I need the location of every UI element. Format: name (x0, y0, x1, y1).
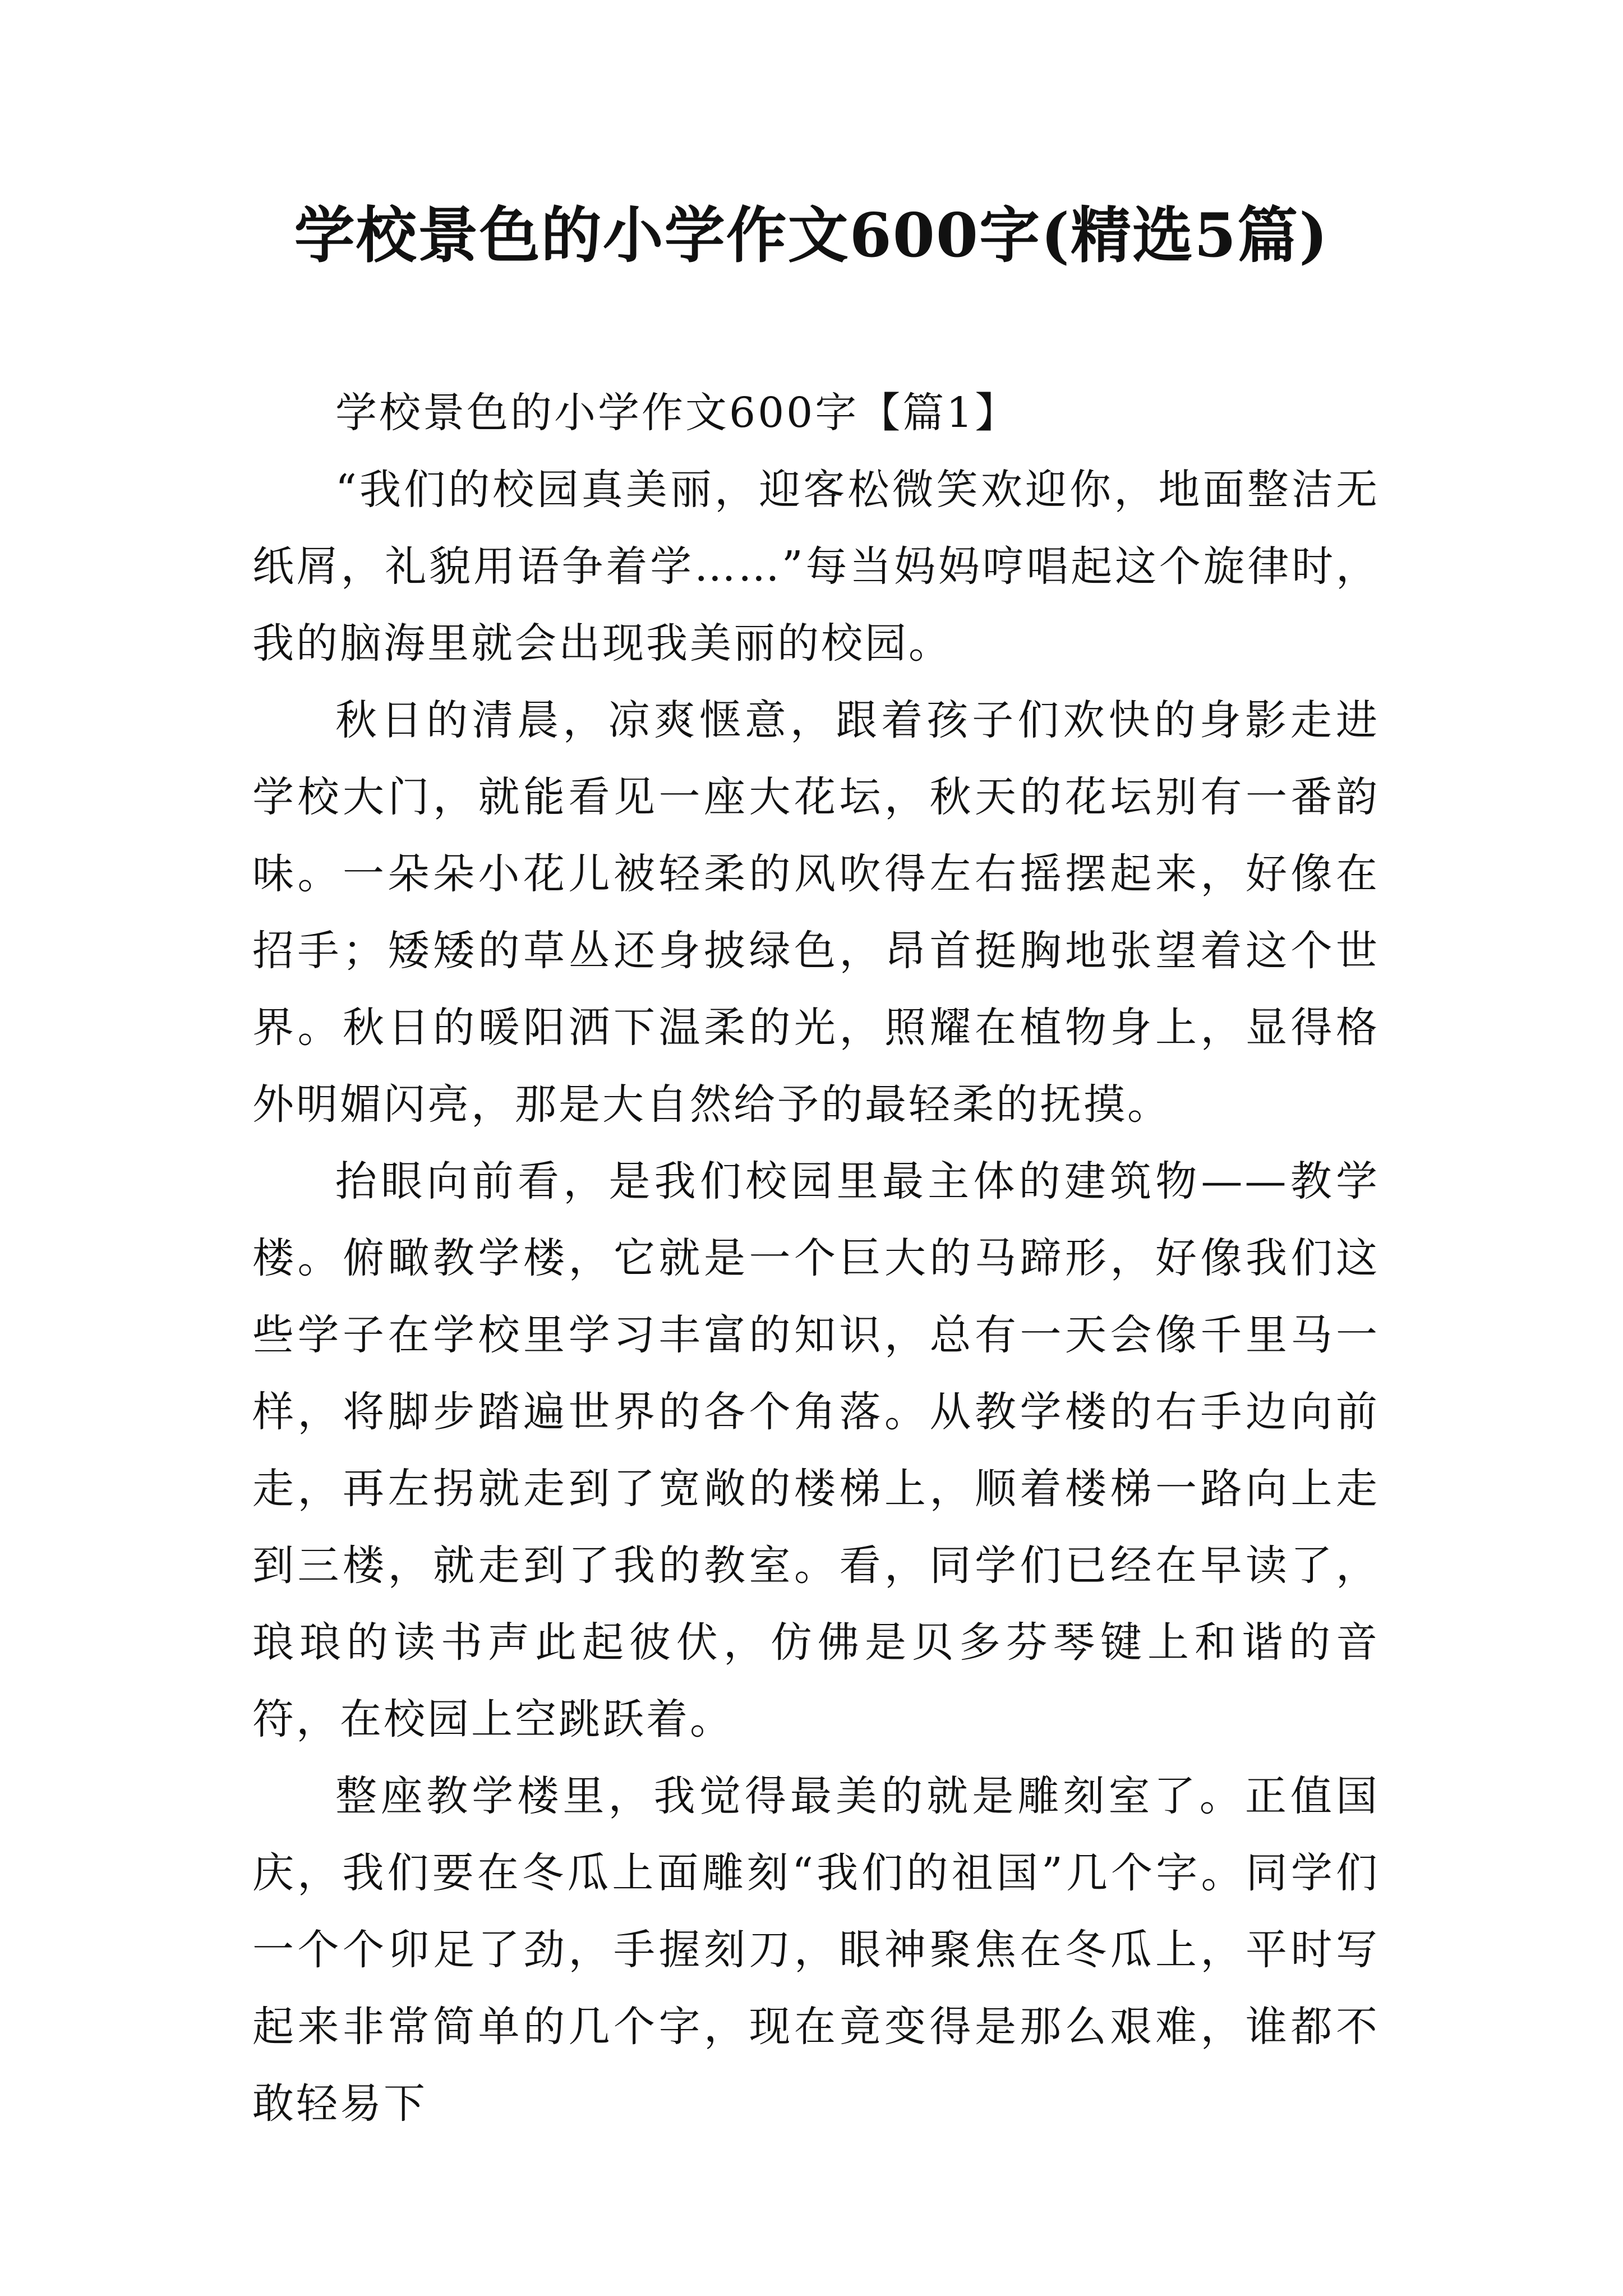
paragraph: 整座教学楼里，我觉得最美的就是雕刻室了。正值国庆，我们要在冬瓜上面雕刻“我们的祖国”几个字。同学们一个个卯足了劲，手握刻刀，眼神聚焦在冬瓜上，平时写起来非常简单的几个字，现在竟变得是那么艰难，谁都不敢轻易下 (252, 1772, 1380, 2128)
section-heading: 学校景色的小学作文600字【篇1】 (335, 389, 1019, 437)
paragraph: 秋日的清晨，凉爽惬意，跟着孩子们欢快的身影走进学校大门，就能看见一座大花坛，秋天的花坛别有一番韵味。一朵朵小花儿被轻柔的风吹得左右摇摆起来，好像在招手；矮矮的草丛还身披绿色，昂首挺胸地张望着这个世界。秋日的暖阳洒下温柔的光，照耀在植物身上，显得格外明媚闪亮，那是大自然给予的最轻柔的抚摸。 (252, 696, 1380, 1129)
document-title: 学校景色的小学作文600字(精选5篇) (294, 200, 1329, 271)
document-body (252, 375, 1380, 2142)
paragraph: 抬眼向前看，是我们校园里最主体的建筑物——教学楼。俯瞰教学楼，它就是一个巨大的马蹄形，好像我们这些学子在学校里学习丰富的知识，总有一天会像千里马一样，将脚步踏遍世界的各个角落。从教学楼的右手边向前走，再左拐就走到了宽敞的楼梯上，顺着楼梯一路向上走到三楼，就走到了我的教室。看，同学们已经在早读了，琅琅的读书声此起彼伏，仿佛是贝多芬琴键上和谐的音符，在校园上空跳跃着。 (252, 1157, 1380, 1743)
paragraph: “我们的校园真美丽，迎客松微笑欢迎你，地面整洁无纸屑，礼貌用语争着学……”每当妈妈哼唱起这个旋律时，我的脑海里就会出现我美丽的校园。 (252, 466, 1380, 668)
